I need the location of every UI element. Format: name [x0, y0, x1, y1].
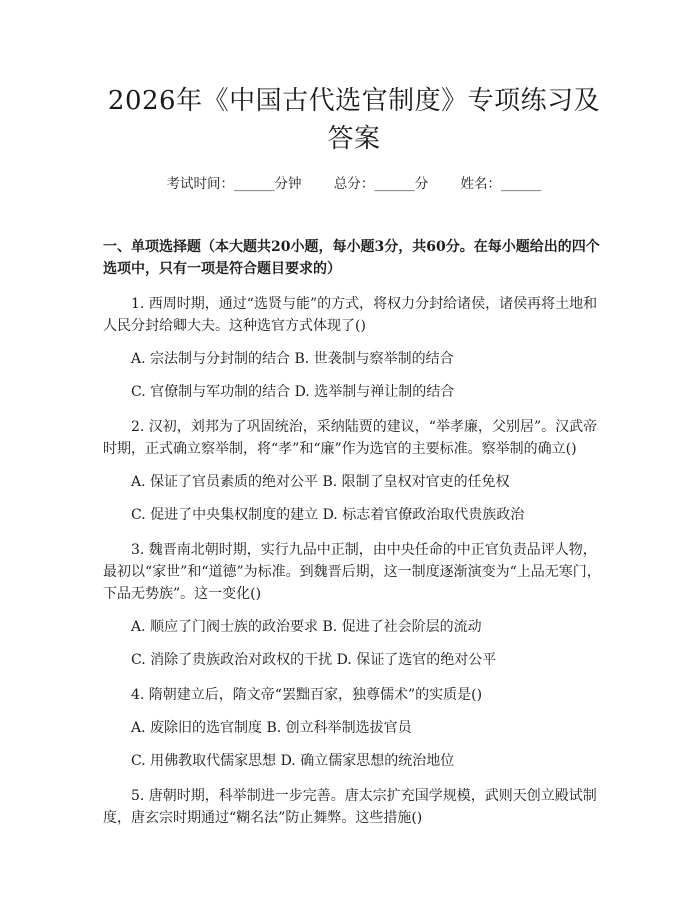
- name-blank: ______: [501, 176, 542, 192]
- option-line: A. 宗法制与分封制的结合 B. 世袭制与察举制的结合: [131, 351, 454, 367]
- question-4: [103, 684, 605, 772]
- question-stem: 4. 隋朝建立后，隋文帝“罢黜百家，独尊儒术”的实质是(): [131, 687, 483, 703]
- option-line: C. 消除了贵族政治对政权的干扰 D. 保证了选官的绝对公平: [131, 652, 497, 668]
- question-2: [103, 416, 605, 526]
- section-header: 一、单项选择题（本大题共20小题，每小题3分，共60分。在每小题给出的四个选项中，只有一项是符合题目要求的）: [103, 239, 600, 277]
- score-label: 总分：: [333, 176, 375, 192]
- option-line: C. 用佛教取代儒家思想 D. 确立儒家思想的统治地位: [131, 753, 455, 769]
- question-1: [103, 293, 605, 403]
- time-label: 考试时间：: [166, 176, 234, 192]
- question-stem: 3. 魏晋南北朝时期，实行九品中正制，由中央任命的中正官负责品评人物，最初以“家世”和“道德”为标准。到魏晋后期，这一制度逐渐演变为“上品无寒门，下品无势族”。这一变化(): [103, 542, 601, 602]
- question-stem: 1. 西周时期，通过“选贤与能”的方式，将权力分封给诸侯，诸侯再将土地和人民分封给卿大夫。这种选官方式体现了(): [103, 296, 598, 334]
- question-stem: 5. 唐朝时期，科举制进一步完善。唐太宗扩充国学规模，武则天创立殿试制度，唐玄宗时期通过“糊名法”防止舞弊。这些措施(): [103, 788, 597, 826]
- option-line: A. 废除旧的选官制度 B. 创立科举制选拔官员: [131, 720, 412, 736]
- score-blank: ______: [374, 176, 415, 192]
- option-line: A. 保证了官员素质的绝对公平 B. 限制了皇权对官吏的任免权: [131, 474, 510, 490]
- score-unit: 分: [414, 176, 429, 192]
- option-line: C. 官僚制与军功制的结合 D. 选举制与禅让制的结合: [131, 384, 455, 400]
- page-title: 2026年《中国古代选官制度》专项练习及答案: [107, 86, 601, 154]
- total-score: [334, 176, 429, 192]
- option-line: C. 促进了中央集权制度的建立 D. 标志着官僚政治取代贵族政治: [131, 507, 525, 523]
- question-5: [103, 785, 605, 829]
- question-3: [103, 539, 605, 671]
- exam-time: [166, 176, 301, 192]
- option-line: A. 顺应了门阀士族的政治要求 B. 促进了社会阶层的流动: [131, 619, 482, 635]
- student-name: [461, 176, 542, 192]
- time-unit: 分钟: [274, 176, 302, 192]
- name-label: 姓名：: [460, 176, 502, 192]
- exam-meta: [103, 172, 605, 192]
- time-blank: ______: [233, 176, 275, 192]
- question-stem: 2. 汉初，刘邦为了巩固统治，采纳陆贾的建议，“举孝廉，父别居”。汉武帝时期，正式确立察举制，将“孝”和“廉”作为选官的主要标准。察举制的确立(): [103, 419, 598, 457]
